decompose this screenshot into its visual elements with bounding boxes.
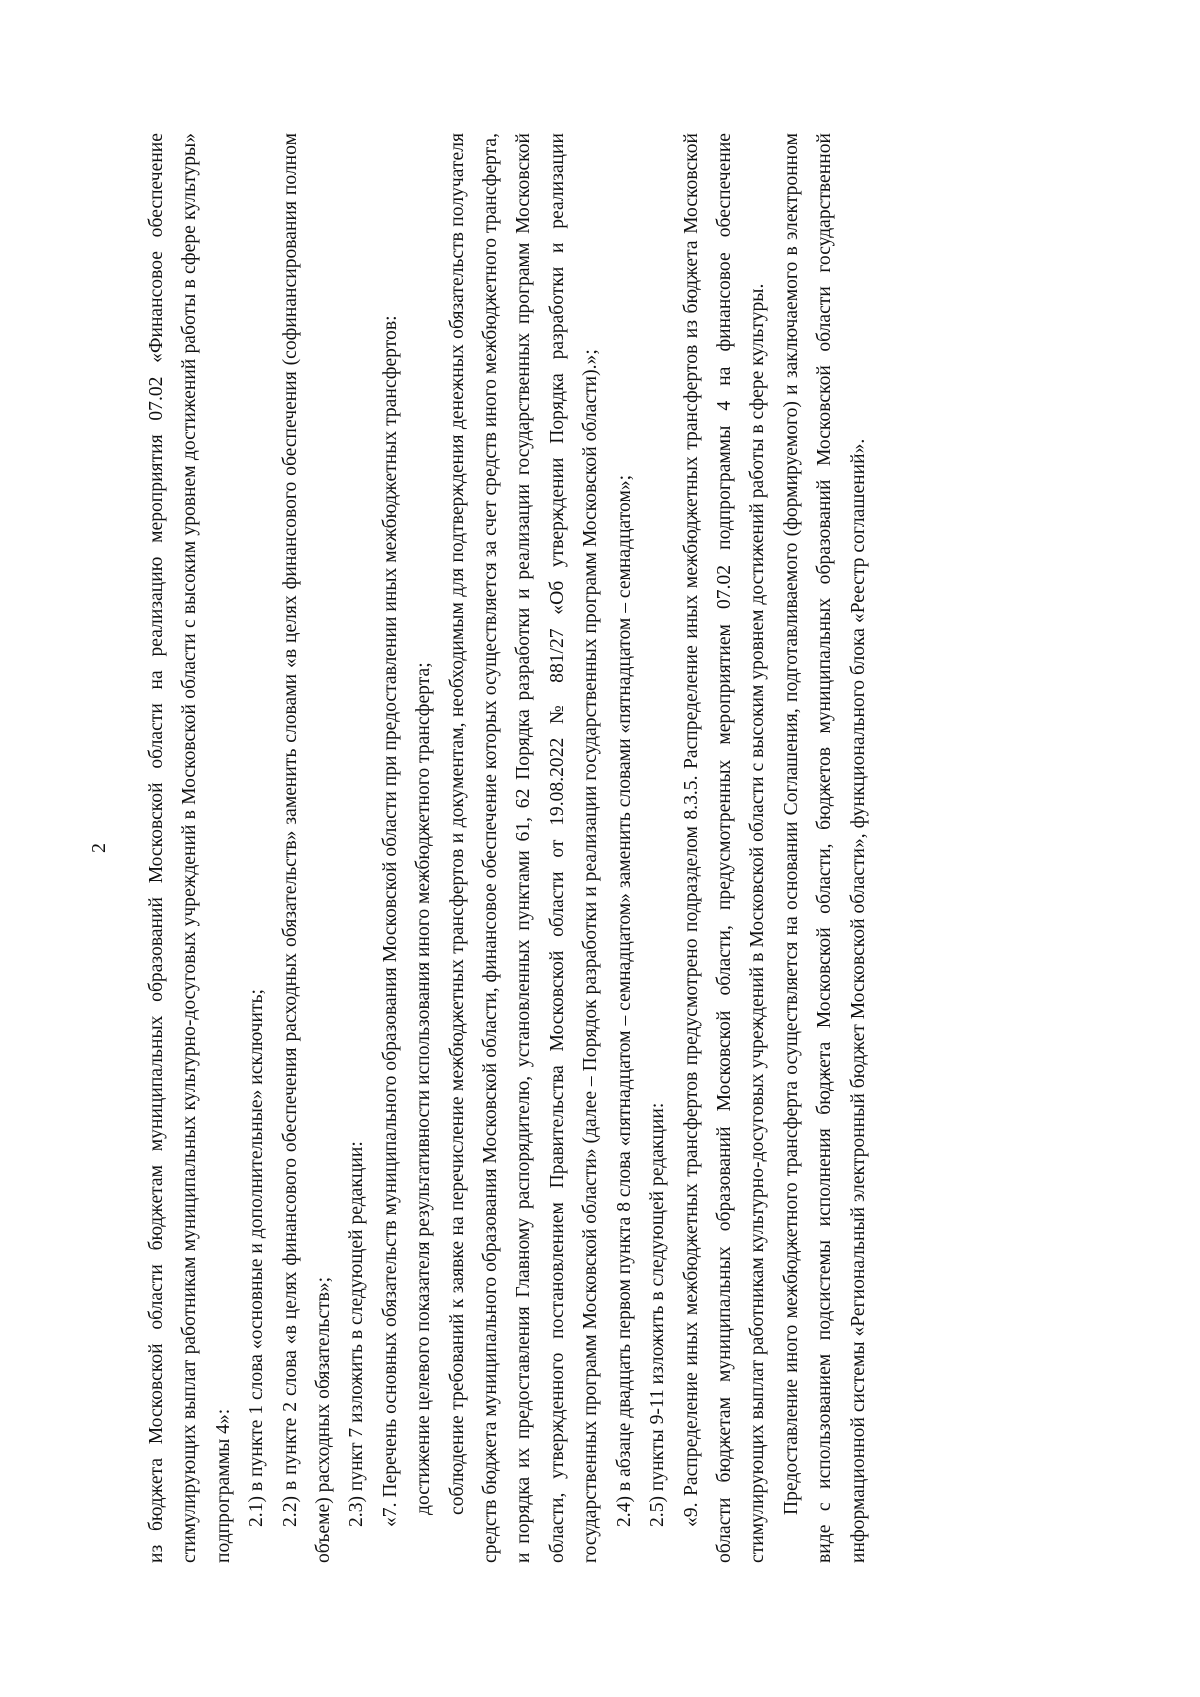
- document-body: [140, 133, 875, 1563]
- paragraph: Предоставление иного межбюджетного трансферта осуществляется на основании Соглашения, подготавливаемого (формируемого) и заключаемого в электронном виде с использованием подсистемы исполнения бюджета Московской области, бюджетов муниципальных образований Московской области государственной информационной системы «Региональный электронный бюджет Московской области», функционального блока «Реестр соглашений».: [780, 133, 869, 1563]
- paragraph: соблюдение требований к заявке на перечисление межбюджетных трансфертов и документам, необходимым для подтверждения денежных обязательств получателя средств бюджета муниципального образования Московской области, финансовое обеспечение которых осуществляется за счет средств иного межбюджетного трансферта, и порядка их предоставления Главному распорядителю, установленных пунктами 61, 62 Порядка разработки и реализации государственных программ Московской области, утвержденного постановлением Правительства Московской области от 19.08.2022 № 881/27 «Об утверждении Порядка разработки и реализации государственных программ Московской области» (далее – Порядок разработки и реализации государственных программ Московской области).»;: [446, 133, 602, 1563]
- paragraph: «7. Перечень основных обязательств муниципального образования Московской области при предоставлении иных межбюджетных трансфертов:: [379, 315, 401, 1527]
- paragraph: 2.2) в пункте 2 слова «в целях финансового обеспечения расходных обязательств» заменить словами «в целях финансового обеспечения (софинансирования полном объеме) расходных обязательств»;: [279, 133, 335, 1563]
- rotated-document-content: [88, 133, 1060, 1563]
- page-number: 2: [88, 843, 110, 853]
- paragraph: 2.3) пункт 7 изложить в следующей редакции:: [346, 1141, 368, 1527]
- paragraph: достижение целевого показателя результативности использования иного межбюджетного трансферта;: [413, 662, 435, 1515]
- paragraph: «9. Распределение иных межбюджетных трансфертов предусмотрено подразделом 8.3.5. Распределение иных межбюджетных трансфертов из бюджета Московской области бюджетам муниципальных образований Московской области, предусмотренных мероприятием 07.02 подпрограммы 4 на финансовое обеспечение стимулирующих выплат работникам культурно-досуговых учреждений в Московской области с высоким уровнем достижений работы в сфере культуры.: [680, 133, 769, 1563]
- paragraph: 2.5) пункты 9-11 изложить в следующей редакции:: [647, 1102, 669, 1527]
- paragraph: 2.1) в пункте 1 слова «основные и дополнительные» исключить;: [246, 989, 268, 1527]
- paragraph: из бюджета Московской области бюджетам муниципальных образований Московской области на реализацию мероприятия 07.02 «Финансовое обеспечение стимулирующих выплат работникам муниципальных культурно-досуговых учреждений в Московской области с высоким уровнем достижений работы в сфере культуры» подпрограммы 4»:: [146, 133, 234, 1563]
- paragraph: 2.4) в абзаце двадцать первом пункта 8 слова «пятнадцатом – семнадцатом» заменить словами «пятнадцатом – семнадцатом»;: [613, 474, 635, 1527]
